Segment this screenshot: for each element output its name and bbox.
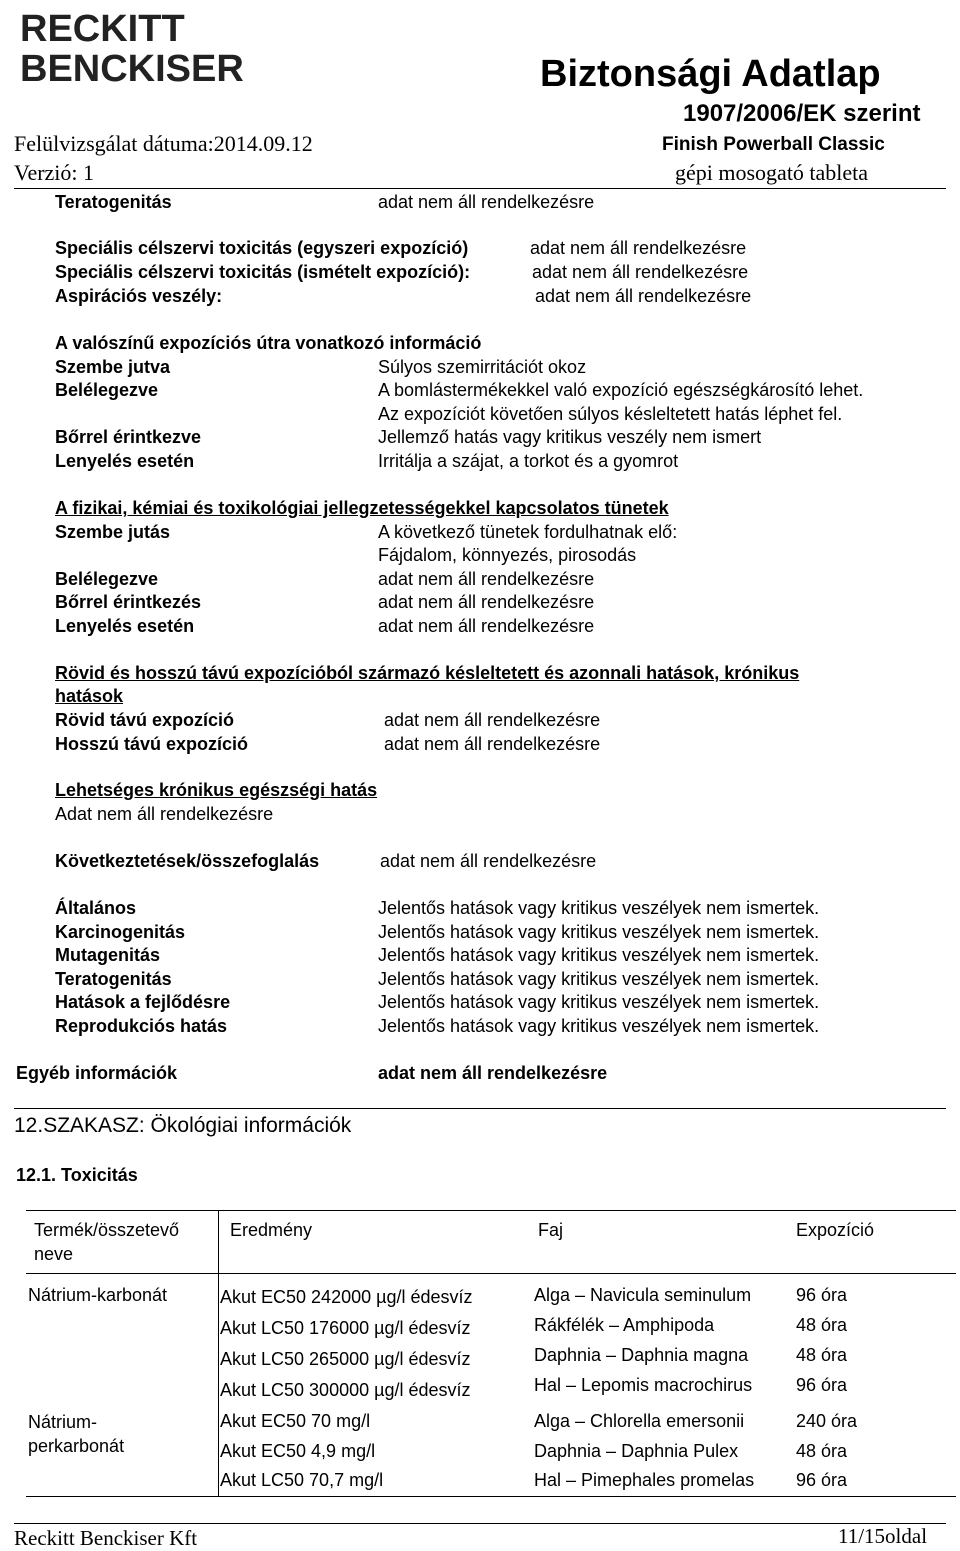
table-cell-result: Akut LC50 265000 µg/l édesvíz — [220, 1349, 471, 1369]
table-cell-species: Rákfélék – Amphipoda — [534, 1315, 715, 1335]
routes-skin-label: Bőrrel érintkezve — [55, 427, 202, 447]
routes-inhal-value-2: Az expozíciót követően súlyos késleltetett hatás léphet fel. — [378, 404, 843, 424]
symptoms-eye-value-1: A következő tünetek fordulhatnak elő: — [378, 522, 678, 542]
other-info-label: Egyéb információk — [16, 1063, 178, 1083]
routes-inhal-label: Belélegezve — [55, 380, 159, 400]
table-cell-product: Nátrium-karbonát — [28, 1285, 168, 1305]
table-cell-result: Akut LC50 70,7 mg/l — [220, 1470, 384, 1490]
routes-ingest-value: Irritálja a szájat, a torkot és a gyomrot — [378, 451, 679, 471]
symptoms-eye-label: Szembe jutás — [55, 522, 171, 542]
header-divider — [14, 188, 946, 189]
table-cell-result: Akut LC50 176000 µg/l édesvíz — [220, 1318, 471, 1338]
header-product-line2: neve — [34, 1244, 74, 1264]
effect-label: Karcinogenitás — [55, 922, 186, 942]
effect-label: Mutagenitás — [55, 945, 161, 965]
footer-divider — [14, 1523, 946, 1524]
table-header-row — [26, 1211, 956, 1274]
long-term-label: Hosszú távú expozíció — [55, 734, 249, 754]
long-term-value: adat nem áll rendelkezésre — [384, 734, 601, 754]
table-cell-species: Hal – Pimephales promelas — [534, 1470, 755, 1490]
version: Verzió: 1 — [14, 160, 95, 185]
regulation-reference: 1907/2006/EK szerint — [683, 100, 921, 127]
effect-label: Reprodukciós hatás — [55, 1016, 228, 1036]
product-type: gépi mosogató tableta — [675, 160, 869, 185]
teratogenitas-label: Teratogenitás — [55, 192, 172, 212]
delayed-heading-line2: hatások — [55, 686, 124, 706]
effect-value: Jelentős hatások vagy kritikus veszélyek nem ismertek. — [378, 969, 820, 989]
logo-line1: RECKITT — [20, 8, 185, 50]
routes-eye-label: Szembe jutva — [55, 357, 171, 377]
table-cell-result: Akut EC50 242000 µg/l édesvíz — [220, 1287, 473, 1307]
stot-repeated-value: adat nem áll rendelkezésre — [532, 262, 749, 282]
effect-label: Hatások a fejlődésre — [55, 992, 231, 1012]
table-cell-species: Alga – Navicula seminulum — [534, 1285, 752, 1305]
effect-value: Jelentős hatások vagy kritikus veszélyek nem ismertek. — [378, 898, 820, 918]
table-cell-species: Hal – Lepomis macrochirus — [534, 1375, 753, 1395]
aspiration-label: Aspirációs veszély: — [55, 286, 223, 306]
footer-page-number: 11/15oldal — [838, 1524, 928, 1548]
symptoms-heading: A fizikai, kémiai és toxikológiai jellegzetességekkel kapcsolatos tünetek — [55, 498, 669, 518]
effect-value: Jelentős hatások vagy kritikus veszélyek nem ismertek. — [378, 992, 820, 1012]
symptoms-ingest-label: Lenyelés esetén — [55, 616, 195, 636]
table-cell-species: Daphnia – Daphnia Pulex — [534, 1441, 739, 1461]
effect-label: Általános — [55, 898, 137, 918]
routes-inhal-value-1: A bomlástermékekkel való expozíció egészségkárosító lehet. — [378, 380, 864, 400]
stot-single-label: Speciális célszervi toxicitás (egyszeri expozíció) — [55, 238, 469, 258]
table-body — [26, 1274, 956, 1496]
routes-ingest-label: Lenyelés esetén — [55, 451, 195, 471]
section-divider — [14, 1108, 946, 1109]
product-name: Finish Powerball Classic — [662, 134, 885, 155]
table-cell-result: Akut EC50 70 mg/l — [220, 1411, 371, 1431]
symptoms-inhal-value: adat nem áll rendelkezésre — [378, 569, 595, 589]
company-logo — [20, 6, 250, 90]
conclusions-label: Következtetések/összefoglalás — [55, 851, 320, 871]
short-term-value: adat nem áll rendelkezésre — [384, 710, 601, 730]
table-cell-product-line1: Nátrium- — [28, 1412, 98, 1432]
table-cell-species: Daphnia – Daphnia magna — [534, 1345, 749, 1365]
other-info-value: adat nem áll rendelkezésre — [378, 1063, 608, 1083]
routes-heading: A valószínű expozíciós útra vonatkozó információ — [55, 333, 482, 353]
teratogenitas-value: adat nem áll rendelkezésre — [378, 192, 595, 212]
symptoms-skin-value: adat nem áll rendelkezésre — [378, 592, 595, 612]
toxicity-table — [26, 1210, 956, 1497]
header-species: Faj — [538, 1220, 564, 1240]
routes-eye-value: Súlyos szemirritációt okoz — [378, 357, 587, 377]
table-cell-result: Akut EC50 4,9 mg/l — [220, 1441, 376, 1461]
table-cell-exposure: 96 óra — [796, 1470, 848, 1490]
table-cell-exposure: 96 óra — [796, 1285, 848, 1305]
table-cell-exposure: 240 óra — [796, 1411, 858, 1431]
section-12-title: 12.SZAKASZ: Ökológiai információk — [14, 1114, 352, 1137]
table-cell-result: Akut LC50 300000 µg/l édesvíz — [220, 1380, 471, 1400]
chronic-heading: Lehetséges krónikus egészségi hatás — [55, 780, 378, 800]
symptoms-inhal-label: Belélegezve — [55, 569, 159, 589]
aspiration-value: adat nem áll rendelkezésre — [535, 286, 752, 306]
document-title: Biztonsági Adatlap — [540, 53, 881, 95]
effect-value: Jelentős hatások vagy kritikus veszélyek nem ismertek. — [378, 1016, 820, 1036]
footer-company: Reckitt Benckiser Kft — [14, 1526, 198, 1550]
table-cell-exposure: 48 óra — [796, 1315, 848, 1335]
symptoms-eye-value-2: Fájdalom, könnyezés, pirosodás — [378, 545, 637, 565]
revision-date: Felülvizsgálat dátuma:2014.09.12 — [14, 131, 313, 156]
delayed-heading-line1: Rövid és hosszú távú expozícióból származó késleltetett és azonnali hatások, krónikus — [55, 663, 800, 683]
table-cell-exposure: 48 óra — [796, 1441, 848, 1461]
header-result: Eredmény — [230, 1220, 313, 1240]
stot-repeated-label: Speciális célszervi toxicitás (ismételt expozíció): — [55, 262, 471, 282]
header-product-line1: Termék/összetevő — [34, 1220, 180, 1240]
conclusions-value: adat nem áll rendelkezésre — [380, 851, 597, 871]
effect-value: Jelentős hatások vagy kritikus veszélyek nem ismertek. — [378, 945, 820, 965]
short-term-label: Rövid távú expozíció — [55, 710, 235, 730]
effect-value: Jelentős hatások vagy kritikus veszélyek nem ismertek. — [378, 922, 820, 942]
symptoms-skin-label: Bőrrel érintkezés — [55, 592, 202, 612]
table-cell-species: Alga – Chlorella emersonii — [534, 1411, 745, 1431]
table-cell-product-line2: perkarbonát — [28, 1436, 125, 1456]
logo-line2: BENCKISER — [20, 48, 244, 90]
chronic-value: Adat nem áll rendelkezésre — [55, 804, 274, 824]
section-12-1-title: 12.1. Toxicitás — [16, 1165, 138, 1185]
stot-single-value: adat nem áll rendelkezésre — [530, 238, 747, 258]
symptoms-ingest-value: adat nem áll rendelkezésre — [378, 616, 595, 636]
effect-label: Teratogenitás — [55, 969, 172, 989]
header-exposure: Expozíció — [796, 1220, 875, 1240]
routes-skin-value: Jellemző hatás vagy kritikus veszély nem ismert — [378, 427, 762, 447]
table-cell-exposure: 96 óra — [796, 1375, 848, 1395]
table-cell-exposure: 48 óra — [796, 1345, 848, 1365]
